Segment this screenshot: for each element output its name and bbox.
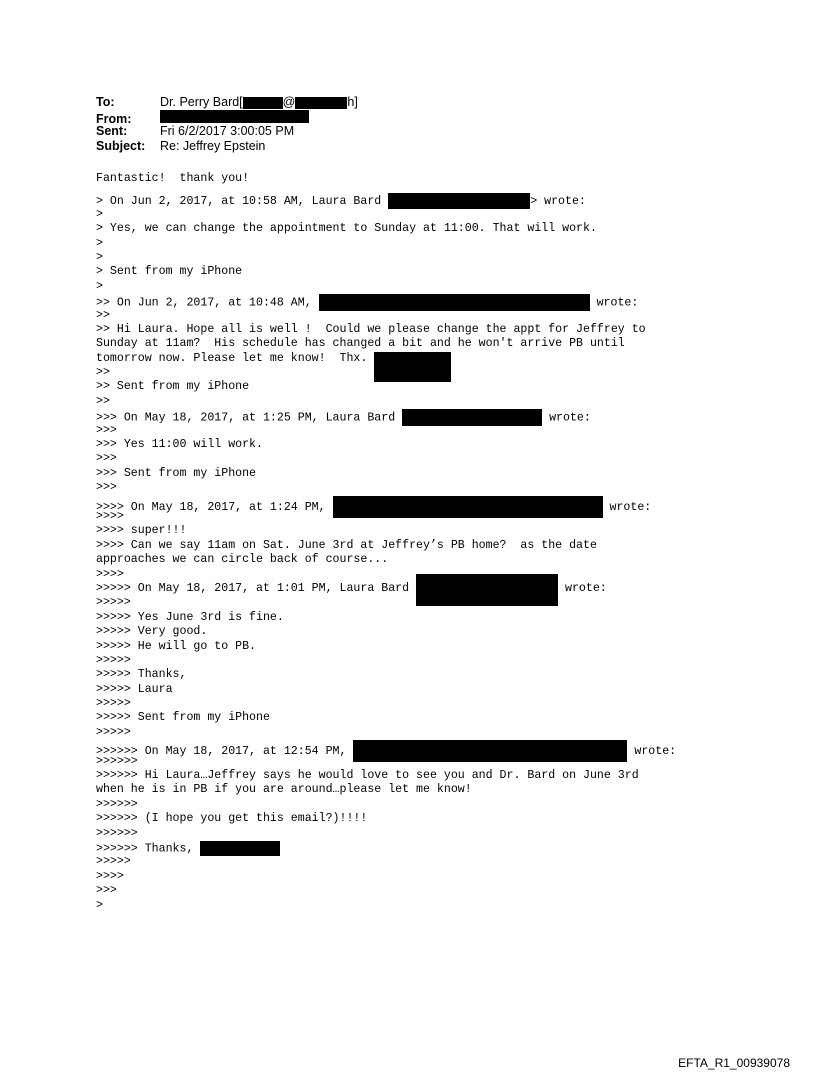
body-line: >>>>> [96, 725, 131, 739]
body-line: >>>>> Sent from my iPhone [96, 711, 270, 725]
body-line: >>>>> [96, 855, 131, 869]
redaction-block [374, 352, 451, 382]
body-line: >>>> [96, 869, 124, 883]
body-line: >>> [96, 884, 117, 898]
body-line: >> [96, 308, 110, 322]
quote-header-line: >>>>>> On May 18, 2017, at 12:54 PM, wrote: [96, 740, 756, 754]
body-line: >>>>> [96, 596, 131, 610]
sent-row [96, 124, 358, 139]
body-line: >>> Yes 11:00 will work. [96, 438, 263, 452]
redaction-block [333, 496, 603, 518]
redaction-block [319, 294, 590, 311]
body-line: >>>>>> [96, 797, 138, 811]
from-row [96, 110, 358, 125]
body-line: >>>>>> Hi Laura…Jeffrey says he would love to see you and Dr. Bard on June 3rd [96, 769, 639, 783]
email-body [96, 172, 756, 913]
body-line: > [96, 207, 103, 221]
quote-header-line: >> On Jun 2, 2017, at 10:48 AM, wrote: [96, 294, 756, 308]
redaction-block [402, 409, 542, 426]
redaction-block [200, 841, 280, 856]
body-line: >>>> Can we say 11am on Sat. June 3rd at Jeffrey’s PB home? as the date [96, 538, 597, 552]
body-line: >>>>> Thanks, [96, 668, 187, 682]
body-line: >>>>>> Thanks, [96, 841, 756, 855]
quote-header-line: >>>> On May 18, 2017, at 1:24 PM, wrote: [96, 496, 756, 510]
email-header [96, 95, 358, 153]
body-line: >>>>> Very good. [96, 625, 208, 639]
body-line: >> [96, 394, 110, 408]
subject-label: Subject: [96, 138, 146, 153]
body-line: > [96, 898, 103, 912]
sent-label: Sent: [96, 124, 128, 138]
body-line: >>>>>> (I hope you get this email?)!!!! [96, 812, 368, 826]
subject-row [96, 139, 358, 154]
body-line: >>> [96, 423, 117, 437]
redaction-block [295, 97, 347, 109]
body-line: tomorrow now. Please let me know! Thx. [96, 352, 756, 366]
body-line: >> Sent from my iPhone [96, 380, 250, 394]
from-label: From: [96, 111, 132, 126]
body-line: > [96, 236, 103, 250]
sent-value: Fri 6/2/2017 3:00:05 PM [160, 124, 295, 138]
body-line: >>> [96, 481, 117, 495]
redaction-block [160, 110, 309, 123]
body-line: > Yes, we can change the appointment to Sunday at 11:00. That will work. [96, 222, 597, 236]
body-line: >>>> [96, 567, 124, 581]
document-id: EFTA_R1_00939078 [678, 1056, 790, 1070]
body-line: >>>>> [96, 653, 131, 667]
body-line: Fantastic! thank you! [96, 172, 250, 185]
body-line: >>>> [96, 509, 124, 523]
quote-header-line: >>>>> On May 18, 2017, at 1:01 PM, Laura Bard wrote: [96, 582, 756, 596]
body-line: >>>>> Yes June 3rd is fine. [96, 610, 284, 624]
quote-header-line: > On Jun 2, 2017, at 10:58 AM, Laura Bard > wrote: [96, 193, 756, 207]
to-row [96, 95, 358, 110]
body-line: > Sent from my iPhone [96, 265, 243, 279]
body-line: approaches we can circle back of course... [96, 553, 389, 567]
body-line: >>>>>> [96, 826, 138, 840]
body-line: > [96, 279, 103, 293]
body-line: >> Hi Laura. Hope all is well ! Could we please change the appt for Jeffrey to [96, 322, 646, 336]
redaction-block [243, 97, 283, 109]
body-line: >>>>> [96, 697, 131, 711]
redaction-block [416, 574, 558, 606]
body-line: >>> [96, 452, 117, 466]
redaction-block [388, 193, 530, 209]
body-line: >>>>> He will go to PB. [96, 639, 257, 653]
body-line: >>>> super!!! [96, 524, 187, 538]
body-line: >> [96, 366, 110, 380]
body-line: >>>>>> [96, 754, 138, 768]
to-value: Dr. Perry Bard[ @ h] [160, 95, 358, 109]
body-line: when he is in PB if you are around…please let me know! [96, 783, 472, 797]
body-line: > [96, 250, 103, 264]
quote-header-line: >>> On May 18, 2017, at 1:25 PM, Laura Bard wrote: [96, 409, 756, 423]
body-line: >>>>> Laura [96, 682, 173, 696]
subject-value: Re: Jeffrey Epstein [160, 138, 266, 153]
body-line: >>> Sent from my iPhone [96, 466, 257, 480]
body-line: Sunday at 11am? His schedule has changed a bit and he won't arrive PB until [96, 337, 625, 351]
redaction-block [353, 740, 627, 762]
to-label: To: [96, 95, 115, 109]
